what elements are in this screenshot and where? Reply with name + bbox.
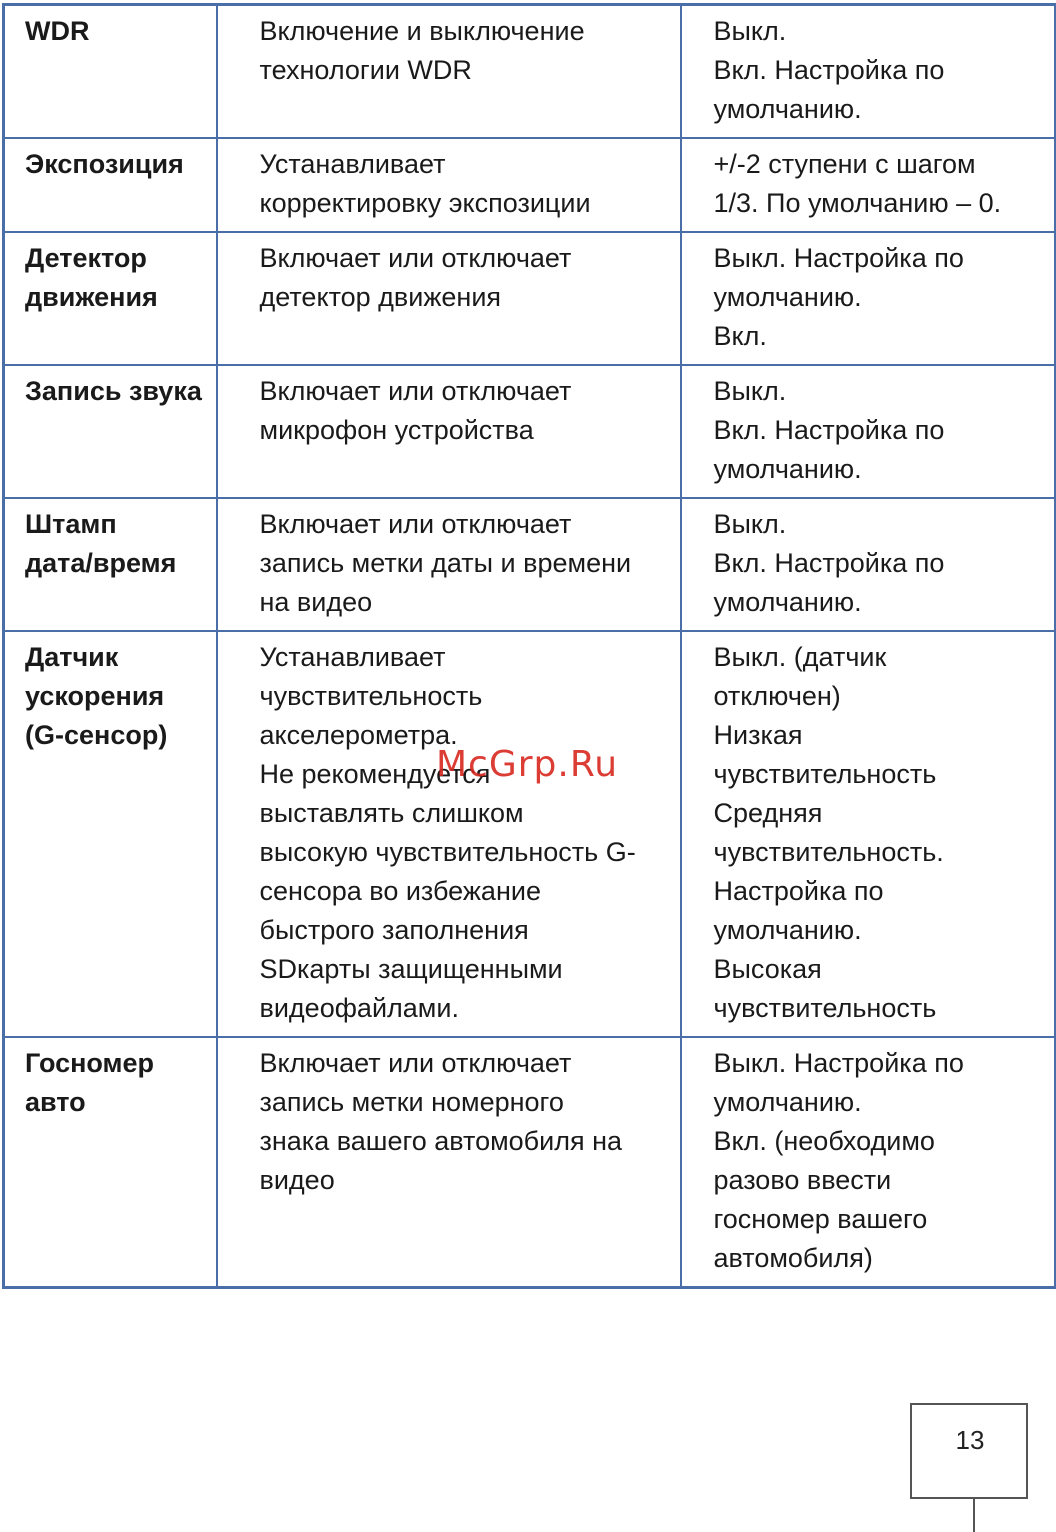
setting-description: Включает или отключает запись метки номерного знака вашего автомобиля на видео <box>217 1037 681 1288</box>
setting-values: Выкл. Вкл. Настройка по умолчанию. <box>681 365 1056 498</box>
setting-values: Выкл. Вкл. Настройка по умолчанию. <box>681 5 1056 139</box>
setting-description: Включает или отключает детектор движения <box>217 232 681 365</box>
setting-values: Выкл. Вкл. Настройка по умолчанию. <box>681 498 1056 631</box>
setting-values: Выкл. Настройка по умолчанию. Вкл. (необходимо разово ввести госномер вашего автомобиля) <box>681 1037 1056 1288</box>
page-number-box <box>910 1403 1028 1499</box>
page-number: 13 <box>955 1425 985 1455</box>
setting-description: Включает или отключает запись метки даты и времени на видео <box>217 498 681 631</box>
table-row-motion-detector <box>4 232 1056 365</box>
setting-name: Датчик ускорения (G-сенсор) <box>4 631 217 1037</box>
setting-name: Запись звука <box>4 365 217 498</box>
setting-description: Включает или отключает микрофон устройства <box>217 365 681 498</box>
table-row-date-time-stamp <box>4 498 1056 631</box>
watermark: McGrp.Ru <box>436 744 619 785</box>
setting-name: WDR <box>4 5 217 139</box>
setting-name: Госномер авто <box>4 1037 217 1288</box>
setting-name: Детектор движения <box>4 232 217 365</box>
setting-values: Выкл. Настройка по умолчанию. Вкл. <box>681 232 1056 365</box>
setting-name: Штамп дата/время <box>4 498 217 631</box>
setting-name: Экспозиция <box>4 138 217 232</box>
setting-description: Устанавливает корректировку экспозиции <box>217 138 681 232</box>
setting-description: Включение и выключение технологии WDR <box>217 5 681 139</box>
table-row-wdr <box>4 5 1056 139</box>
setting-values: +/-2 ступени с шагом 1/3. По умолчанию – 0. <box>681 138 1056 232</box>
table-row-g-sensor <box>4 631 1056 1037</box>
table-row-exposure <box>4 138 1056 232</box>
setting-values: Выкл. (датчик отключен) Низкая чувствительность Средняя чувствительность. Настройка по умолчанию. Высокая чувствительность <box>681 631 1056 1037</box>
table-row-license-plate <box>4 1037 1056 1288</box>
setting-description: Устанавливает чувствительность акселерометра. Не рекомендуется выставлять слишком высокую чувствительность G- сенсора во избежание быстрого заполнения SDкарты защищенными видеофайлами. <box>217 631 681 1037</box>
settings-table <box>2 3 1056 1289</box>
page-number-stem <box>973 1499 975 1532</box>
table-row-sound-recording <box>4 365 1056 498</box>
